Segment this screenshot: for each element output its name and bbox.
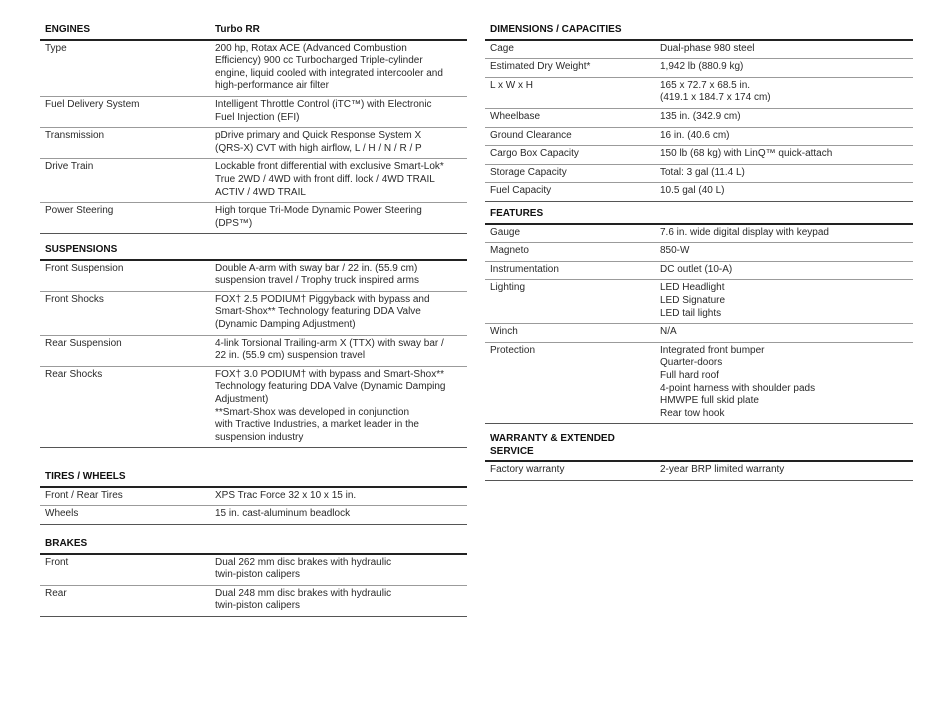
spec-row bbox=[485, 146, 913, 165]
spec-label: Wheelbase bbox=[485, 108, 655, 127]
spec-table bbox=[40, 469, 467, 525]
section-title-value bbox=[210, 242, 467, 260]
spec-value: 165 x 72.7 x 68.5 in. (419.1 x 184.7 x 174 cm) bbox=[655, 77, 913, 108]
spec-value: 10.5 gal (40 L) bbox=[655, 183, 913, 202]
spec-value: Dual-phase 980 steel bbox=[655, 40, 913, 59]
spec-value: 15 in. cast-aluminum beadlock bbox=[210, 506, 467, 525]
spec-label: Lighting bbox=[485, 280, 655, 324]
spec-value: FOX† 2.5 PODIUM† Piggyback with bypass and Smart-Shox** Technology featuring DDA Valve (Dynamic Damping Adjustment) bbox=[210, 291, 467, 335]
section-dimensions-capacities bbox=[485, 22, 913, 202]
spec-row bbox=[40, 554, 467, 586]
section-header bbox=[485, 431, 913, 461]
spec-value: Integrated front bumper Quarter-doors Full hard roof 4-point harness with shoulder pads HMWPE full skid plate Rear tow hook bbox=[655, 342, 913, 424]
spec-label: Wheels bbox=[40, 506, 210, 525]
spec-row bbox=[40, 585, 467, 616]
spec-row bbox=[40, 40, 467, 97]
spec-value: 850-W bbox=[655, 243, 913, 262]
spec-label: Power Steering bbox=[40, 203, 210, 234]
spec-row bbox=[485, 261, 913, 280]
spec-label: Estimated Dry Weight* bbox=[485, 59, 655, 78]
spec-label: Gauge bbox=[485, 224, 655, 243]
spec-label: Fuel Capacity bbox=[485, 183, 655, 202]
spec-row bbox=[485, 461, 913, 480]
spec-label: Front / Rear Tires bbox=[40, 487, 210, 506]
spec-label: Transmission bbox=[40, 128, 210, 159]
section-engines bbox=[40, 22, 467, 234]
spec-row bbox=[40, 260, 467, 292]
spec-table bbox=[485, 206, 913, 424]
section-header bbox=[485, 22, 913, 40]
spec-row bbox=[485, 127, 913, 146]
section-title-value bbox=[655, 431, 913, 461]
spec-value: Lockable front differential with exclusive Smart-Lok* True 2WD / 4WD with front diff. lock / 4WD TRAIL ACTIV / 4WD TRAIL bbox=[210, 159, 467, 203]
spec-value: Dual 248 mm disc brakes with hydraulic twin-piston calipers bbox=[210, 585, 467, 616]
section-title-value bbox=[655, 206, 913, 224]
spec-label: Rear bbox=[40, 585, 210, 616]
section-header bbox=[40, 536, 467, 554]
spec-row bbox=[40, 366, 467, 448]
spec-value: pDrive primary and Quick Response System X (QRS-X) CVT with high airflow, L / H / N / R / P bbox=[210, 128, 467, 159]
spec-label: Rear Shocks bbox=[40, 366, 210, 448]
spec-label: Instrumentation bbox=[485, 261, 655, 280]
spec-value: DC outlet (10-A) bbox=[655, 261, 913, 280]
section-header bbox=[485, 206, 913, 224]
spec-value: 1,942 lb (880.9 kg) bbox=[655, 59, 913, 78]
spec-table bbox=[40, 22, 467, 234]
section-warranty bbox=[485, 431, 913, 481]
section-header bbox=[40, 469, 467, 487]
spec-label: Protection bbox=[485, 342, 655, 424]
spec-value: FOX† 3.0 PODIUM† with bypass and Smart-Shox** Technology featuring DDA Valve (Dynamic Damping Adjustment) **Smart-Shox was developed in conjunction with Tractive Industries, a market leader in the suspension industry bbox=[210, 366, 467, 448]
section-tires-wheels bbox=[40, 469, 467, 525]
spec-label: Factory warranty bbox=[485, 461, 655, 480]
spec-row bbox=[40, 487, 467, 506]
spec-table bbox=[485, 22, 913, 202]
spec-value: LED Headlight LED Signature LED tail lights bbox=[655, 280, 913, 324]
spec-label: Rear Suspension bbox=[40, 335, 210, 366]
spec-row bbox=[485, 280, 913, 324]
section-header bbox=[40, 22, 467, 40]
spec-value: N/A bbox=[655, 324, 913, 343]
spec-label: Winch bbox=[485, 324, 655, 343]
spec-value: Dual 262 mm disc brakes with hydraulic twin-piston calipers bbox=[210, 554, 467, 586]
spec-label: Drive Train bbox=[40, 159, 210, 203]
spec-label: Type bbox=[40, 40, 210, 97]
spec-value: 4-link Torsional Trailing-arm X (TTX) with sway bar / 22 in. (55.9 cm) suspension travel bbox=[210, 335, 467, 366]
spec-value: High torque Tri-Mode Dynamic Power Steering (DPS™) bbox=[210, 203, 467, 234]
spec-label: Cargo Box Capacity bbox=[485, 146, 655, 165]
spec-row bbox=[40, 159, 467, 203]
spec-row bbox=[485, 224, 913, 243]
spec-value: 150 lb (68 kg) with LinQ™ quick-attach bbox=[655, 146, 913, 165]
section-title: WARRANTY & EXTENDED SERVICE bbox=[485, 431, 655, 461]
section-brakes bbox=[40, 536, 467, 617]
section-title-value bbox=[655, 22, 913, 40]
section-title-value bbox=[210, 536, 467, 554]
spec-table bbox=[40, 536, 467, 617]
spec-row bbox=[485, 183, 913, 202]
spec-table bbox=[40, 242, 467, 448]
spec-row bbox=[40, 203, 467, 234]
section-title-value: Turbo RR bbox=[210, 22, 467, 40]
section-title-value bbox=[210, 469, 467, 487]
section-header bbox=[40, 242, 467, 260]
spec-label: Front bbox=[40, 554, 210, 586]
spec-row bbox=[485, 59, 913, 78]
spec-value: 2-year BRP limited warranty bbox=[655, 461, 913, 480]
spec-value: XPS Trac Force 32 x 10 x 15 in. bbox=[210, 487, 467, 506]
spec-row bbox=[40, 96, 467, 127]
spec-value: Double A-arm with sway bar / 22 in. (55.9 cm) suspension travel / Trophy truck inspired arms bbox=[210, 260, 467, 292]
spec-row bbox=[485, 108, 913, 127]
spec-row bbox=[40, 291, 467, 335]
spec-value: 16 in. (40.6 cm) bbox=[655, 127, 913, 146]
spec-value: 7.6 in. wide digital display with keypad bbox=[655, 224, 913, 243]
spec-label: Ground Clearance bbox=[485, 127, 655, 146]
spec-table bbox=[485, 431, 913, 481]
spec-row bbox=[485, 243, 913, 262]
spec-label: Front Suspension bbox=[40, 260, 210, 292]
section-features bbox=[485, 206, 913, 424]
section-title: FEATURES bbox=[485, 206, 655, 224]
spec-value: 200 hp, Rotax ACE (Advanced Combustion Efficiency) 900 cc Turbocharged Triple-cylinder engine, liquid cooled with integrated intercooler and high-performance air filter bbox=[210, 40, 467, 97]
section-title: BRAKES bbox=[40, 536, 210, 554]
spec-label: Storage Capacity bbox=[485, 164, 655, 183]
section-title: TIRES / WHEELS bbox=[40, 469, 210, 487]
spec-row bbox=[485, 77, 913, 108]
spec-row bbox=[40, 128, 467, 159]
section-title: ENGINES bbox=[40, 22, 210, 40]
spec-label: Cage bbox=[485, 40, 655, 59]
spec-row bbox=[40, 335, 467, 366]
section-suspensions bbox=[40, 242, 467, 448]
spec-row bbox=[40, 506, 467, 525]
spec-label: Magneto bbox=[485, 243, 655, 262]
section-title: DIMENSIONS / CAPACITIES bbox=[485, 22, 655, 40]
spec-label: L x W x H bbox=[485, 77, 655, 108]
spec-label: Fuel Delivery System bbox=[40, 96, 210, 127]
spec-row bbox=[485, 164, 913, 183]
spec-row bbox=[485, 40, 913, 59]
spec-row bbox=[485, 342, 913, 424]
spec-value: Total: 3 gal (11.4 L) bbox=[655, 164, 913, 183]
section-title: SUSPENSIONS bbox=[40, 242, 210, 260]
spec-label: Front Shocks bbox=[40, 291, 210, 335]
spec-row bbox=[485, 324, 913, 343]
spec-value: 135 in. (342.9 cm) bbox=[655, 108, 913, 127]
spec-value: Intelligent Throttle Control (iTC™) with Electronic Fuel Injection (EFI) bbox=[210, 96, 467, 127]
